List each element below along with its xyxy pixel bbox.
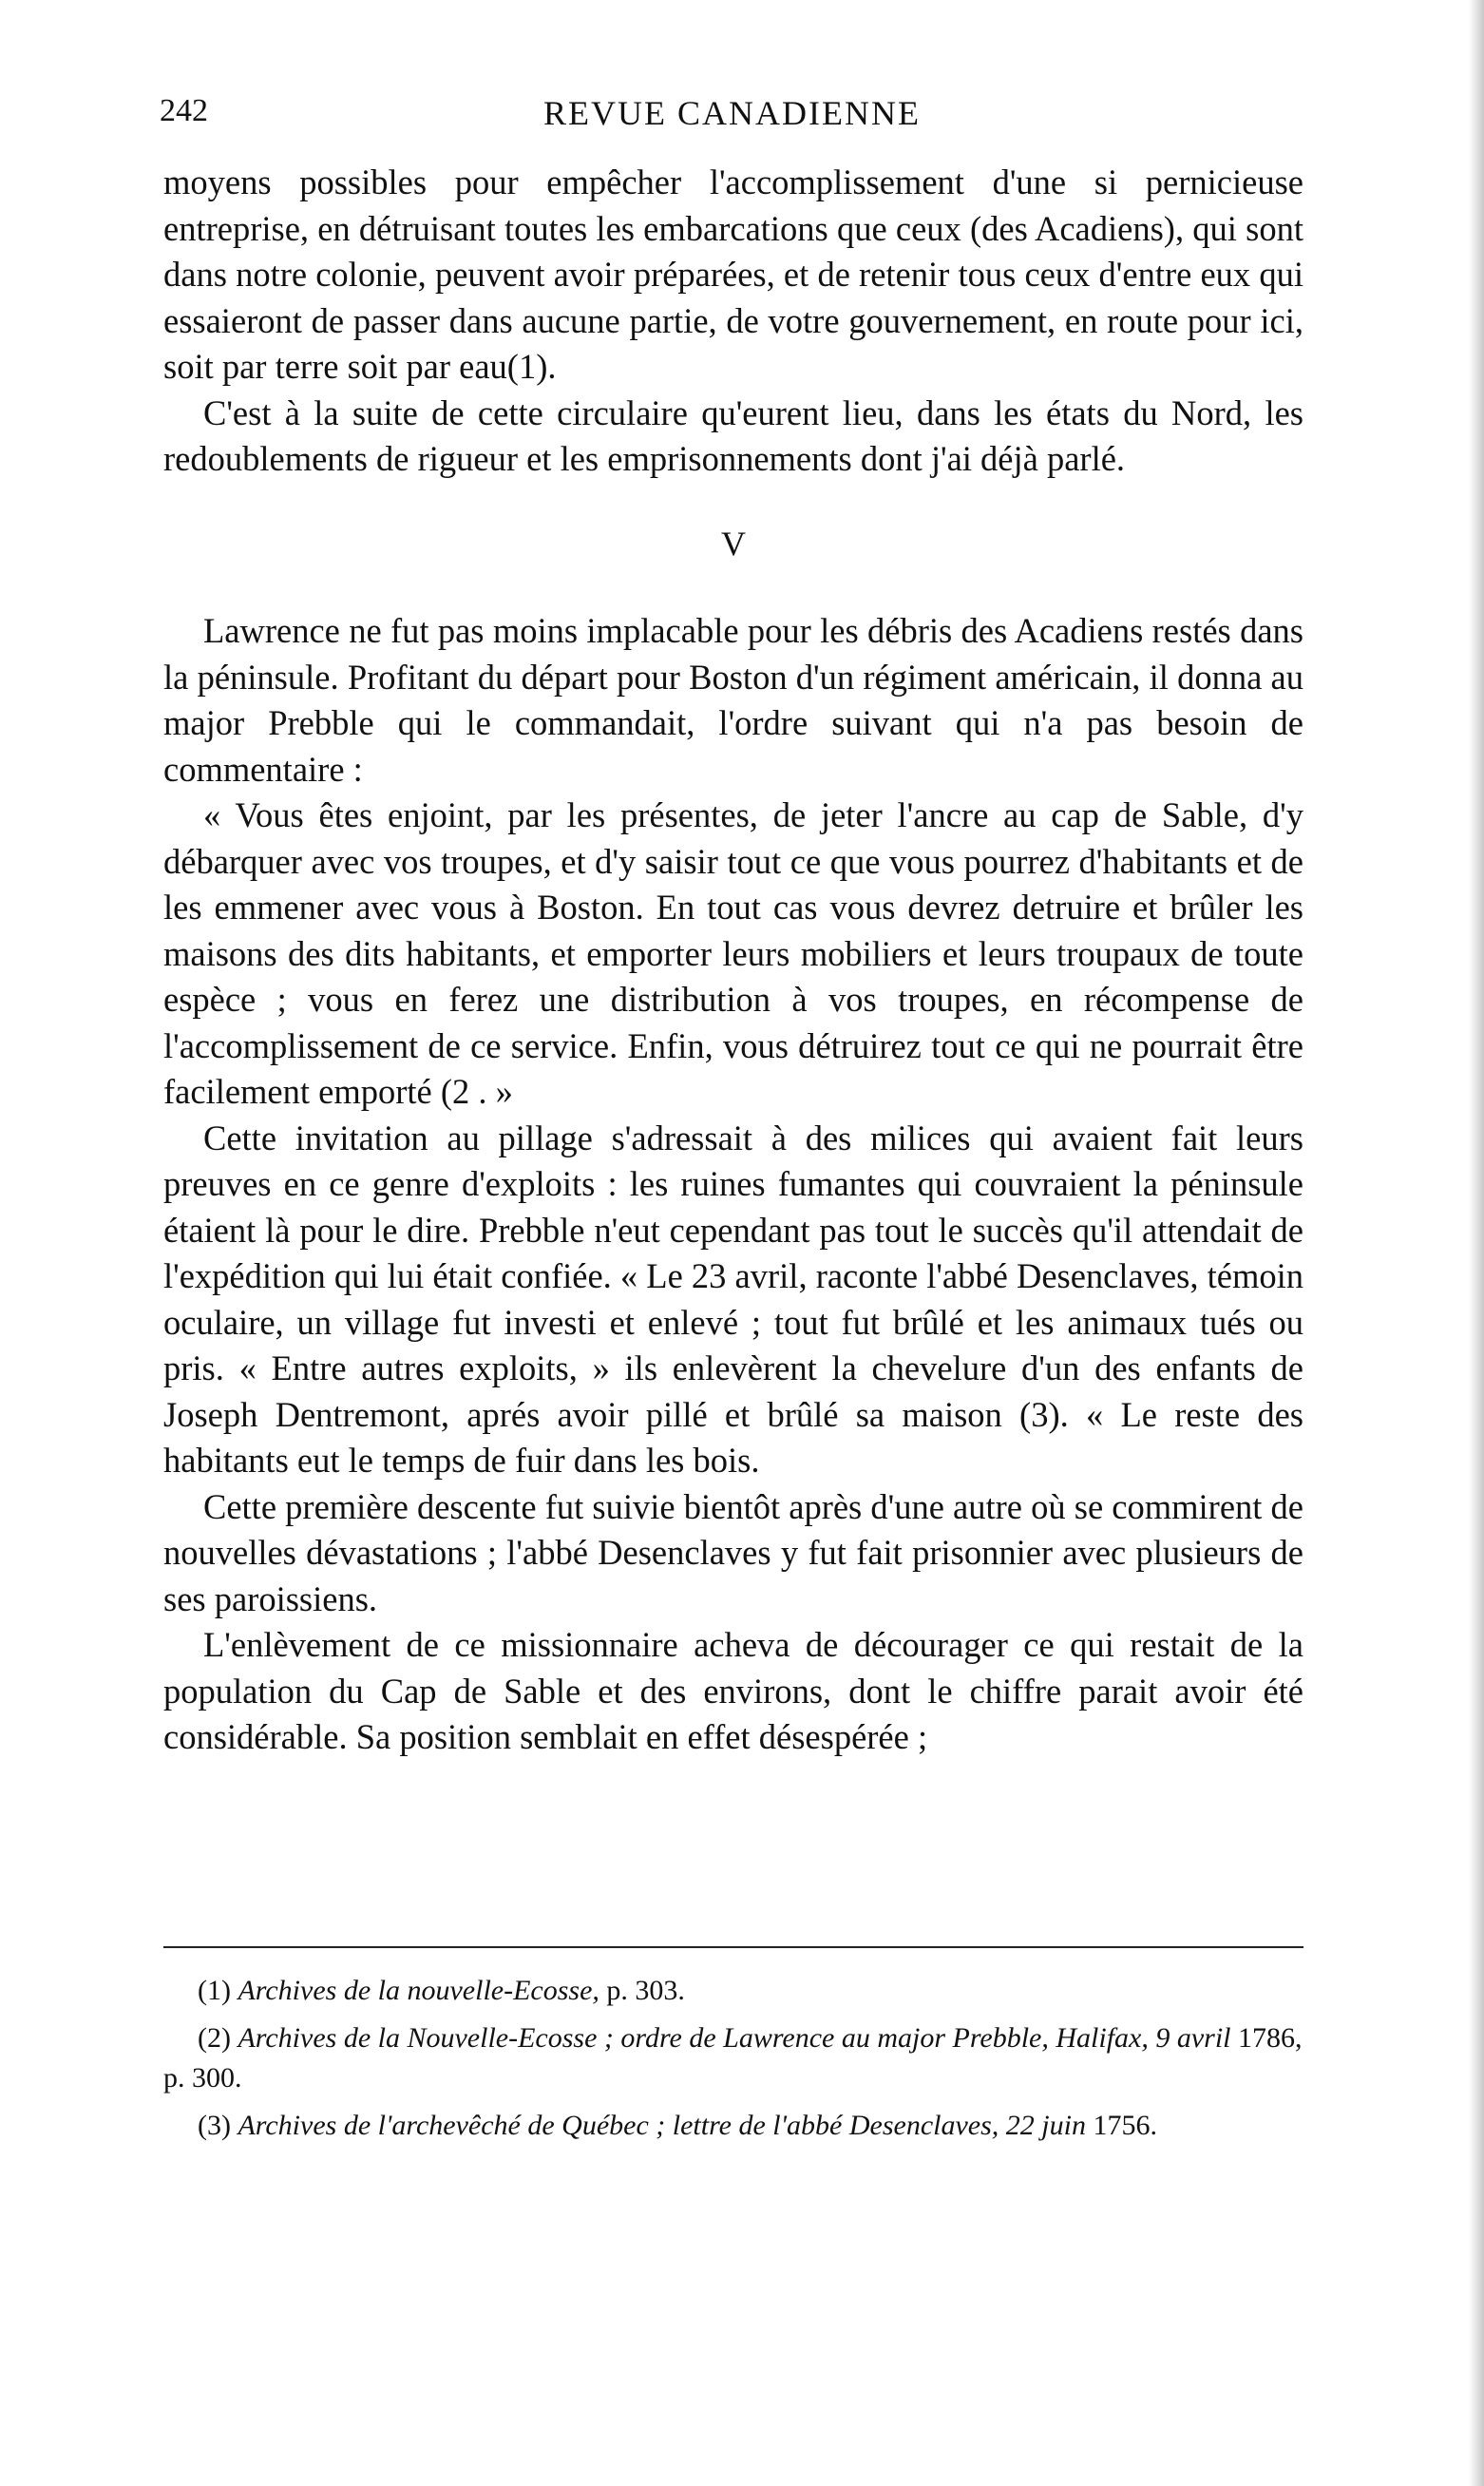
section-heading: V bbox=[721, 524, 746, 563]
footnote-mark: (1) bbox=[198, 1975, 231, 2006]
footnote-source: Archives de la Nouvelle-Ecosse ; ordre de Lawrence au major Prebble, Halifax, 9 avril bbox=[238, 2022, 1231, 2054]
running-title: REVUE CANADIENNE bbox=[543, 94, 921, 132]
footnote-mark: (2) bbox=[198, 2022, 231, 2054]
paragraph-5: Cette invitation au pillage s'adressait à des milices qui avaient fait leurs preuves en ce genre d'exploits : les ruines fumantes qui couvraient la péninsule étaient là pour le dire. Prebble n'eut cependant pas tout le succès qu'il attendait de l'expédition qui lui était confiée. « Le 23 avril, raconte l'abbé Desenclaves, témoin oculaire, un village fut investi et enlevé ; tout fut brûlé et les animaux tués ou pris. « Entre autres exploits, » ils enlevèrent la chevelure d'un des enfants de Joseph Dentremont, aprés avoir pillé et brûlé sa maison (3). « Le reste des habitants eut le temps de fuir dans les bois. bbox=[163, 1118, 1303, 1480]
footnote-page: 1786, p. 300. bbox=[163, 2022, 1303, 2094]
paragraph-3: Lawrence ne fut pas moins implacable pour les débris des Acadiens restés dans la péninsule. Profitant du départ pour Boston d'un régiment américain, il donna au major Prebble qui le commandait, l'ordre suivant qui n'a pas besoin de commentaire : bbox=[163, 611, 1303, 789]
page-number: 242 bbox=[160, 93, 208, 128]
footnote-source: Archives de la nouvelle-Ecosse, bbox=[238, 1975, 599, 2006]
footnote-divider bbox=[163, 1946, 1303, 1948]
footnotes bbox=[163, 1971, 1303, 2153]
page-header bbox=[160, 93, 1304, 141]
footnote-mark: (3) bbox=[198, 2110, 231, 2141]
footnote-source: Archives de l'archevêché de Québec ; lettre de l'abbé Desenclaves, 22 juin bbox=[238, 2110, 1086, 2141]
footnote-3 bbox=[163, 2106, 1303, 2146]
page-edge-shadow bbox=[1469, 0, 1484, 2486]
footnote-1 bbox=[163, 1971, 1303, 2011]
footnote-page: p. 303. bbox=[606, 1975, 685, 2006]
paragraph-6: Cette première descente fut suivie bientôt après d'une autre où se commirent de nouvelles dévastations ; l'abbé Desenclaves y fut fait prisonnier avec plusieurs de ses paroissiens. bbox=[163, 1486, 1303, 1618]
paragraph-2: C'est à la suite de cette circulaire qu'eurent lieu, dans les états du Nord, les redoublements de rigueur et les emprisonnements dont j'ai déjà parlé. bbox=[163, 392, 1303, 478]
paragraph-1: moyens possibles pour empêcher l'accomplissement d'une si pernicieuse entreprise, en détruisant toutes les embarcations que ceux (des Acadiens), qui sont dans notre colonie, peuvent avoir préparées, et de retenir tous ceux d'entre eux qui essaieront de passer dans aucune partie, de votre gouvernement, en route pour ici, soit par terre soit par eau(1). bbox=[163, 163, 1303, 386]
body-text bbox=[163, 160, 1303, 1761]
paragraph-7: L'enlèvement de ce missionnaire acheva de décourager ce qui restait de la population du Cap de Sable et des environs, dont le chiffre parait avoir été considérable. Sa position semblait en effet désespérée ; bbox=[163, 1625, 1303, 1756]
footnote-page: 1756. bbox=[1093, 2110, 1157, 2141]
footnote-2 bbox=[163, 2018, 1303, 2098]
paragraph-4-quotation: « Vous êtes enjoint, par les présentes, de jeter l'ancre au cap de Sable, d'y débarquer avec vos troupes, et d'y saisir tout ce que vous pourrez d'habitants et de les emmener avec vous à Boston. En tout cas vous devrez detruire et brûler les maisons des dits habitants, et emporter leurs mobiliers et leurs troupaux de toute espèce ; vous en ferez une distribution à vos troupes, en récompense de l'accomplissement de ce service. Enfin, vous détruirez tout ce qui ne pourrait être facilement emporté (2 . » bbox=[163, 795, 1303, 1111]
